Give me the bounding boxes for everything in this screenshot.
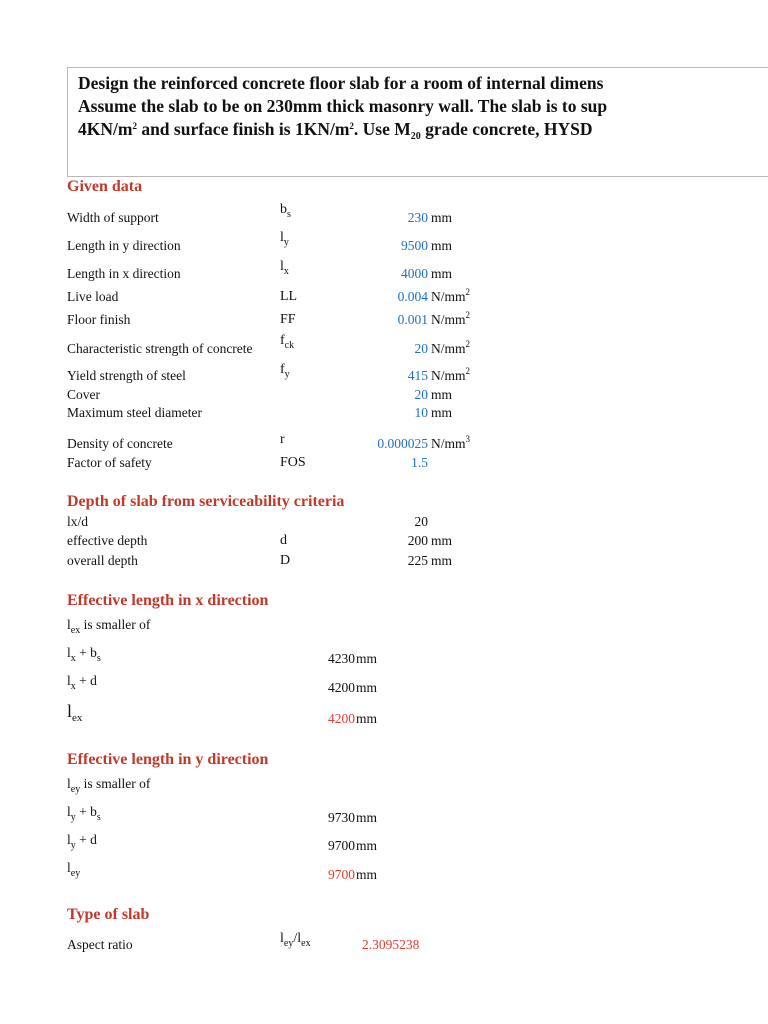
depth-label: effective depth [67,533,148,548]
given-label: Characteristic strength of concrete [67,341,253,356]
aspect-ratio-value: 2.3095238 [362,937,420,952]
ly-plus-d-unit: mm [356,838,378,853]
depth-symbol: D [280,553,291,568]
ly-plus-bs-unit: mm [356,810,378,825]
given-value: 0.000025 [377,436,428,451]
given-label: Maximum steel diameter [67,405,202,420]
lx-plus-bs-unit: mm [356,651,378,666]
lex-intro: $l_{ex}$ is smaller of [67,617,151,636]
heading-effective-length-y: Effective length in y direction [67,751,269,768]
given-label: Cover [67,387,100,402]
depth-unit: mm [431,533,453,548]
given-unit: $N/mm^2$ [431,366,471,383]
given-label: Density of concrete [67,436,173,451]
problem-line-3: $4KN/m^2$ and surface finish is $1KN/m^2$. Use $M_{20}$ grade concrete, HYSD [78,119,593,142]
given-value: 9500 [401,238,428,253]
depth-value: 200 [407,533,428,548]
given-unit: $N/mm^3$ [431,434,471,451]
given-symbol: $f_{ck}$ [280,333,295,351]
given-value: 10 [414,405,428,420]
ly-plus-d: $l_y + d$ [67,832,97,851]
aspect-ratio-label: Aspect ratio [67,937,133,952]
ley-unit: mm [356,867,378,882]
given-unit: mm [431,238,453,253]
given-label: Factor of safety [67,455,152,470]
depth-unit: mm [431,553,453,568]
given-label: Length in y direction [67,238,181,253]
given-unit: mm [431,405,453,420]
heading-given-data: Given data [67,178,143,195]
given-unit: mm [431,387,453,402]
given-value: 415 [407,368,428,383]
depth-symbol: d [280,533,287,548]
given-label: Length in x direction [67,266,181,281]
problem-statement-box [67,67,768,177]
given-value: 230 [407,210,428,225]
given-unit: mm [431,266,453,281]
given-symbol: $l_y$ [280,230,289,248]
ly-plus-bs: $l_y + b_s$ [67,804,101,823]
given-label: Yield strength of steel [67,368,186,383]
lx-plus-d: $l_x + d$ [67,673,97,692]
depth-value: 225 [407,553,428,568]
problem-line-2: Assume the slab to be on 230mm thick masonry wall. The slab is to sup [78,96,608,116]
given-unit: $N/mm^2$ [431,339,471,356]
problem-line-1: Design the reinforced concrete floor slab for a room of internal dimens [78,73,604,93]
given-value: 0.004 [397,289,428,304]
given-symbol: r [280,432,285,447]
given-symbol: FOS [280,455,306,470]
given-unit: $N/mm^2$ [431,310,471,327]
given-symbol: $b_s$ [280,202,291,220]
depth-label: overall depth [67,553,138,568]
given-symbol: $l_x$ [280,259,289,277]
given-unit: mm [431,210,453,225]
lx-plus-d-unit: mm [356,680,378,695]
depth-label: lx/d [67,514,89,529]
heading-type-of-slab: Type of slab [67,906,150,923]
given-label: Width of support [67,210,159,225]
heading-depth-of-slab: Depth of slab from serviceability criteria [67,493,345,510]
lx-plus-d-value: 4200 [328,680,355,695]
ley-intro: $l_{ey}$ is smaller of [67,776,151,795]
ley-symbol: $l_{ey}$ [67,860,81,879]
ley-value: 9700 [328,867,355,882]
given-value: 20 [414,387,428,402]
ly-plus-bs-value: 9730 [328,810,355,825]
lx-plus-bs: $l_x + b_s$ [67,645,101,664]
given-value: 0.001 [397,312,428,327]
lex-value: 4200 [328,711,355,726]
given-label: Floor finish [67,312,131,327]
heading-effective-length-x: Effective length in x direction [67,592,269,609]
given-label: Live load [67,289,119,304]
lex-symbol: $l_{ex}$ [67,701,83,724]
lex-unit: mm [356,711,378,726]
given-value: 1.5 [411,455,428,470]
given-unit: $N/mm^2$ [431,287,471,304]
aspect-ratio-symbol: $l_{ey}/l_{ex}$ [280,931,311,949]
ly-plus-d-value: 9700 [328,838,355,853]
given-value: 4000 [401,266,428,281]
given-symbol: FF [280,312,296,327]
depth-value: 20 [414,514,428,529]
given-value: 20 [414,341,428,356]
lx-plus-bs-value: 4230 [328,651,355,666]
given-symbol: LL [280,289,298,304]
given-symbol: $f_y$ [280,362,290,380]
